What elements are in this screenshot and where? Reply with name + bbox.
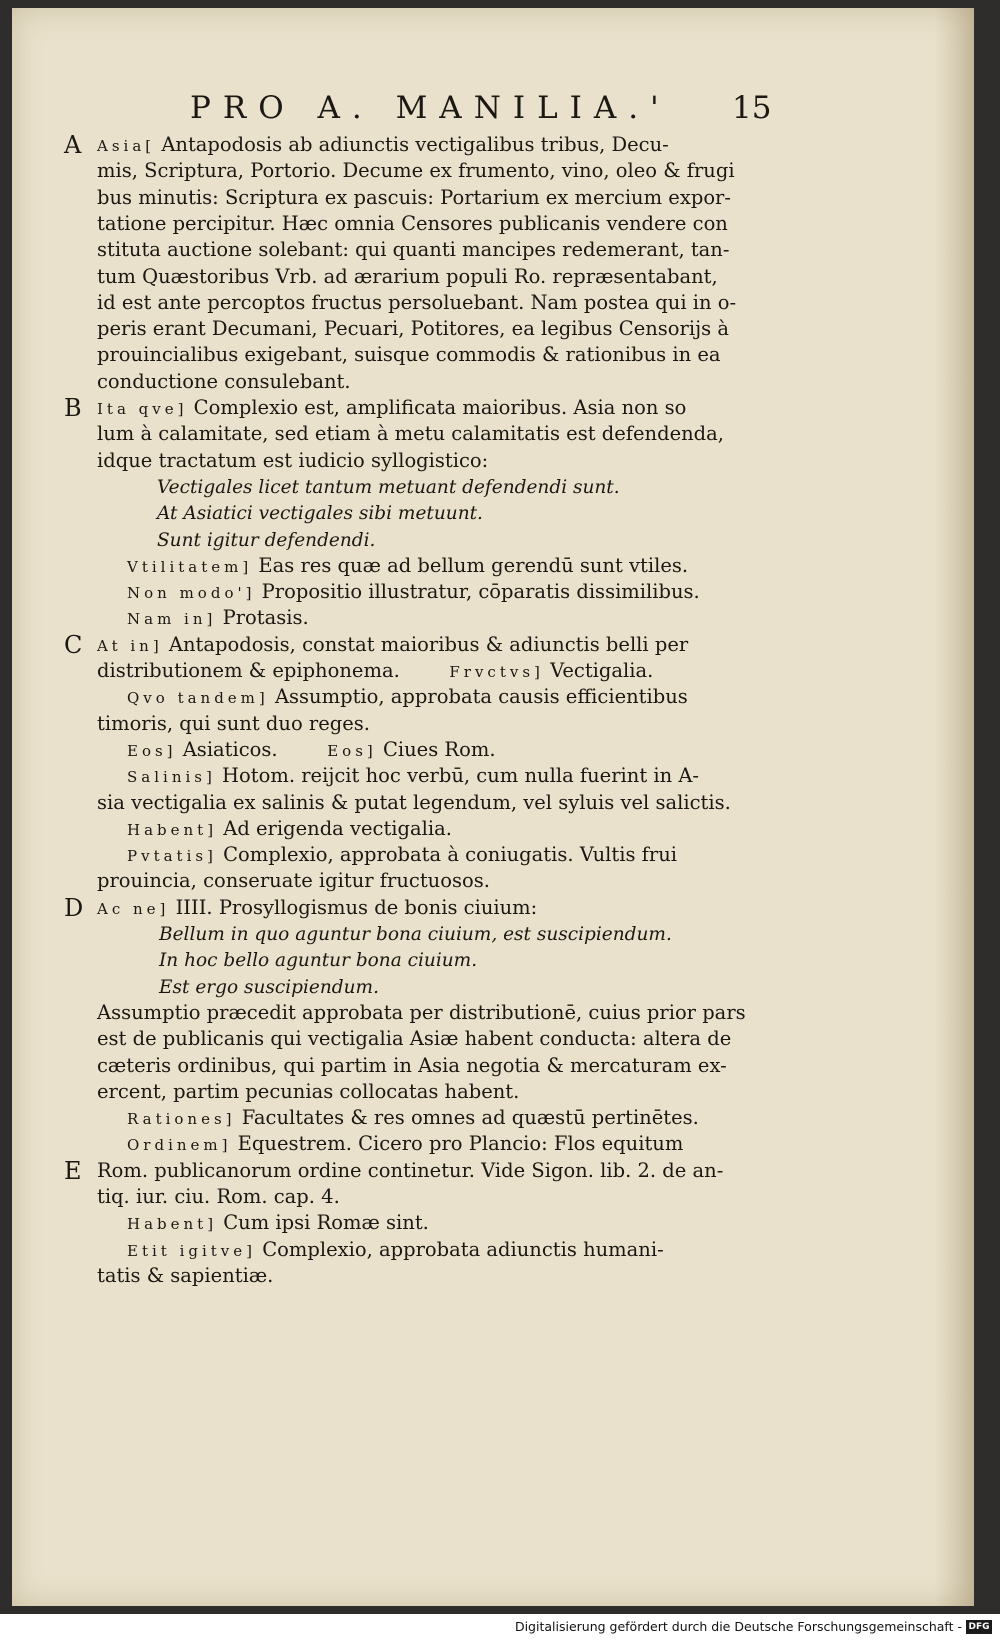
line-text: Est ergo suscipiendum.: [159, 976, 379, 998]
text-line: [12, 211, 974, 237]
line-text: conductione consulebant.: [97, 369, 351, 393]
line-text: timoris, qui sunt duo reges.: [97, 711, 370, 735]
margin-letter: C: [64, 630, 83, 659]
line-text: Eas res quæ ad bellum gerendū sunt vtiles.: [252, 553, 689, 577]
text-line: [12, 369, 974, 395]
text-line: [12, 1210, 974, 1236]
running-head: PRO A. MANILIA.': [190, 90, 671, 126]
line-text: Vectigalia.: [543, 659, 654, 682]
line-content: [127, 816, 452, 843]
line-content: [127, 763, 699, 790]
line-content: [97, 342, 721, 368]
line-text: Asiaticos.: [176, 737, 328, 761]
text-line: [12, 316, 974, 342]
line-content: [97, 316, 729, 342]
line-content: [97, 237, 729, 263]
line-content: [97, 1079, 519, 1105]
line-text: Hotom. reijcit hoc verbū, cum nulla fuerint in A-: [215, 764, 700, 788]
lemma: Asia[: [97, 137, 156, 155]
book-page: [12, 8, 974, 1606]
text-line: [12, 1263, 974, 1289]
line-text: mis, Scriptura, Portorio. Decume ex frumento, vino, oleo & frugi: [97, 159, 735, 183]
text-line: [12, 1237, 974, 1263]
text-line: [12, 1158, 974, 1184]
lemma: Ita qve]: [97, 400, 188, 418]
text-line: [12, 711, 974, 737]
lemma: Eos]: [127, 741, 177, 760]
line-text: id est ante percoptos fructus persoluebant. Nam postea qui in o-: [97, 290, 737, 314]
line-content: [127, 579, 700, 606]
text-line: [12, 421, 974, 447]
line-content: [97, 290, 736, 316]
line-content: [97, 790, 731, 816]
line-content: [97, 1053, 727, 1079]
line-text: Bellum in quo aguntur bona ciuium, est suscipiendum.: [159, 924, 672, 945]
lemma: Ac ne]: [97, 899, 170, 918]
dfg-logo: DFG: [966, 1620, 992, 1634]
text-line: [12, 737, 974, 763]
line-text: Protasis.: [216, 606, 309, 630]
line-content: [97, 264, 718, 290]
line-text: Complexio est, amplificata maioribus. Asia non so: [187, 396, 687, 419]
text-line: [12, 500, 974, 526]
line-content: [97, 185, 731, 211]
line-text: Assumptio, approbata causis efficientibus: [268, 685, 688, 709]
line-text: Complexio, approbata à coniugatis. Vultis frui: [216, 843, 677, 867]
line-content: [97, 1026, 731, 1052]
page-number: 15: [732, 90, 772, 126]
line-text: distributionem & epiphonema.: [97, 659, 450, 682]
line-text: est de publicanis qui vectigalia Asiæ habent conducta: altera de: [97, 1027, 732, 1051]
text-line: [12, 763, 974, 789]
lemma: Salinis]: [127, 768, 216, 787]
text-line: [12, 1000, 974, 1026]
text-line: [12, 158, 974, 184]
line-text: Antapodosis, constat maioribus & adiunctis belli per: [162, 632, 689, 656]
line-text: In hoc bello aguntur bona ciuium.: [159, 950, 478, 972]
text-line: [12, 553, 974, 579]
text-line: [12, 816, 974, 842]
text-line: [12, 684, 974, 710]
lemma: Vtilitatem]: [127, 557, 253, 576]
line-text: Assumptio præcedit approbata per distributionē, cuius prior pars: [97, 1000, 746, 1024]
text-line: [12, 185, 974, 211]
text-line: [12, 632, 974, 658]
text-line: [12, 947, 974, 973]
lemma: At in]: [97, 636, 163, 655]
line-content: [97, 1184, 340, 1210]
line-content: [97, 421, 724, 447]
line-content: [127, 553, 688, 580]
line-content: [157, 500, 483, 527]
line-text: Equestrem. Cicero pro Plancio: Flos equitum: [231, 1132, 684, 1156]
line-text: tatis & sapientiæ.: [97, 1263, 274, 1287]
line-content: [97, 711, 370, 737]
text-line: [12, 895, 974, 921]
line-text: Facultates & res omnes ad quæstū pertinētes.: [235, 1106, 699, 1130]
line-content: [127, 842, 677, 869]
line-content: [97, 658, 653, 685]
lemma: Pvtatis]: [127, 847, 217, 866]
line-text: lum à calamitate, sed etiam à metu calamitatis est defendenda,: [97, 422, 724, 446]
text-line: [12, 264, 974, 290]
line-text: At Asiatici vectigales sibi metuunt.: [157, 503, 483, 525]
line-content: [97, 158, 735, 184]
line-content: [97, 395, 686, 422]
line-content: [127, 737, 496, 764]
lemma: Nam in]: [127, 610, 217, 629]
footer-bar: [0, 1614, 1000, 1640]
lemma: Rationes]: [127, 1110, 236, 1129]
text-line: [12, 605, 974, 631]
text-line: [12, 527, 974, 553]
margin-letter: D: [64, 893, 84, 922]
line-text: prouincia, conseruate igitur fructuosos.: [97, 869, 490, 893]
text-line: [12, 1026, 974, 1052]
line-text: Ciues Rom.: [376, 737, 496, 761]
line-text: tatione percipitur. Hæc omnia Censores publicanis vendere con: [97, 211, 728, 235]
text-line: [12, 868, 974, 894]
line-text: Ad erigenda vectigalia.: [217, 816, 452, 840]
line-text: peris erant Decumani, Pecuari, Potitores, ea legibus Censorijs à: [97, 317, 729, 341]
line-text: bus minutis: Scriptura ex pascuis: Portarium ex mercium expor-: [97, 185, 731, 209]
line-text: Vectigales licet tantum metuant defendendi sunt.: [157, 476, 620, 498]
line-text: cæteris ordinibus, qui partim in Asia negotia & mercaturam ex-: [97, 1053, 727, 1077]
page-header: [12, 88, 974, 128]
text-line: [12, 921, 974, 947]
margin-letter: B: [64, 394, 82, 422]
margin-letter: E: [64, 1156, 82, 1185]
line-content: [159, 947, 477, 974]
line-text: Complexio, approbata adiunctis humani-: [256, 1237, 664, 1261]
line-content: [127, 605, 309, 632]
line-content: [157, 527, 375, 554]
lemma: Non modo']: [127, 584, 256, 603]
text-line: [12, 290, 974, 316]
lemma: Habent]: [127, 1215, 218, 1234]
lemma: Etit igitve]: [127, 1241, 256, 1260]
text-line: [12, 658, 974, 684]
line-content: [97, 1263, 273, 1289]
line-text: stituta auctione solebant: qui quanti mancipes redemerant, tan-: [97, 238, 730, 262]
text-line: [12, 1053, 974, 1079]
text-line: [12, 395, 974, 421]
line-content: [97, 895, 537, 922]
text-line: [12, 842, 974, 868]
line-text: Antapodosis ab adiunctis vectigalibus tribus, Decu-: [155, 133, 669, 156]
text-line: [12, 790, 974, 816]
text-line: [12, 974, 974, 1000]
line-text: Cum ipsi Romæ sint.: [217, 1211, 429, 1235]
line-content: [97, 1158, 723, 1184]
lemma: Eos]: [327, 741, 377, 760]
line-content: [157, 474, 620, 501]
line-content: [159, 921, 672, 948]
lemma: Frvctvs]: [449, 663, 544, 681]
text-line: [12, 474, 974, 500]
line-text: Sunt igitur defendendi.: [157, 529, 376, 551]
line-content: [127, 1131, 683, 1158]
line-text: tiq. iur. ciu. Rom. cap. 4.: [97, 1185, 340, 1208]
line-content: [97, 369, 351, 395]
text-line: [12, 579, 974, 605]
text-line: [12, 237, 974, 263]
line-text: tum Quæstoribus Vrb. ad ærarium populi Ro. repræsentabant,: [97, 264, 718, 288]
line-content: [159, 974, 379, 1001]
line-content: [97, 632, 688, 659]
line-content: [97, 1000, 746, 1026]
margin-letter: A: [64, 131, 82, 159]
lemma: Qvo tandem]: [127, 689, 269, 708]
line-content: [127, 684, 688, 711]
text-line: [12, 1131, 974, 1157]
text-line: [12, 1105, 974, 1131]
funding-credit: Digitalisierung gefördert durch die Deutsche Forschungsgemeinschaft -: [514, 1619, 962, 1634]
line-content: [97, 448, 488, 474]
line-content: [97, 132, 669, 159]
lemma: Habent]: [127, 820, 218, 839]
text-line: [12, 1079, 974, 1105]
line-text: Propositio illustratur, cōparatis dissimilibus.: [255, 580, 700, 604]
lemma: Ordinem]: [127, 1136, 232, 1155]
line-content: [127, 1105, 699, 1132]
text-line: [12, 448, 974, 474]
line-text: ercent, partim pecunias collocatas habent.: [97, 1079, 520, 1103]
text-line: [12, 342, 974, 368]
line-text: IIII. Prosyllogismus de bonis ciuium:: [169, 895, 538, 919]
line-text: prouincialibus exigebant, suisque commodis & rationibus in ea: [97, 343, 721, 367]
line-content: [97, 868, 490, 894]
line-content: [97, 211, 728, 237]
line-text: idque tractatum est iudicio syllogistico:: [97, 448, 489, 472]
text-line: [12, 1184, 974, 1210]
line-content: [127, 1237, 664, 1264]
line-text: sia vectigalia ex salinis & putat legendum, vel syluis vel salictis.: [97, 790, 731, 814]
text-line: [12, 132, 974, 158]
line-text: Rom. publicanorum ordine continetur. Vide Sigon. lib. 2. de an-: [97, 1158, 724, 1182]
line-content: [127, 1210, 429, 1237]
